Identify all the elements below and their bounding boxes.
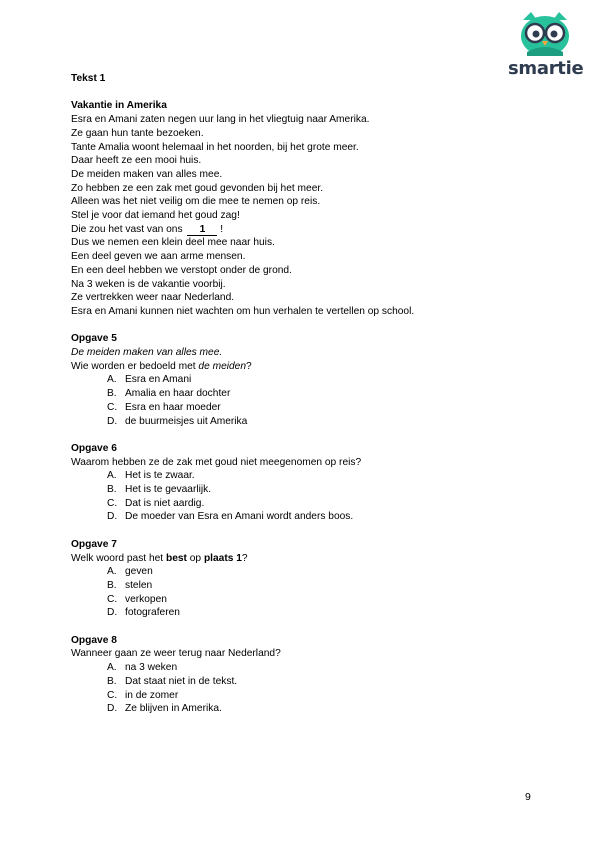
story-line: Stel je voor dat iemand het goud zag!: [71, 210, 240, 222]
q6-question: Waarom hebben ze de zak met goud niet meegenomen op reis?: [71, 456, 362, 468]
q7-label: Opgave 7: [71, 538, 117, 550]
story-line: Esra en Amani zaten negen uur lang in het vliegtuig naar Amerika.: [71, 114, 370, 126]
story-line: Esra en Amani kunnen niet wachten om hun verhalen te vertellen op school.: [71, 305, 415, 317]
q5-option-c[interactable]: C. Esra en haar moeder: [107, 401, 221, 413]
q8-option-b[interactable]: B. Dat staat niet in de tekst.: [107, 675, 238, 687]
story-line: En een deel hebben we verstopt onder de grond.: [71, 264, 292, 276]
q6-option-c[interactable]: C. Dat is niet aardig.: [107, 497, 205, 509]
q5-option-a[interactable]: A. Esra en Amani: [107, 374, 192, 386]
q6-option-d[interactable]: D. De moeder van Esra en Amani wordt anders boos.: [107, 511, 354, 523]
blank-line-after: !: [220, 223, 224, 235]
worksheet: [71, 72, 541, 716]
story-line: Dus we nemen een klein deel mee naar huis.: [71, 237, 275, 249]
q6-option-b[interactable]: B. Het is te gevaarlijk.: [107, 484, 212, 496]
blank-line-before: Die zou het vast van ons: [71, 223, 183, 235]
q5-question: Wie worden er bedoeld met de meiden?: [71, 360, 252, 372]
q7-option-b[interactable]: B. stelen: [107, 579, 153, 591]
q8-option-c[interactable]: C. in de zomer: [107, 689, 179, 701]
blank-1: 1: [187, 224, 217, 236]
q8-option-d[interactable]: D. Ze blijven in Amerika.: [107, 703, 222, 715]
q8-question: Wanneer gaan ze weer terug naar Nederland?: [71, 648, 281, 660]
q7-option-a[interactable]: A. geven: [107, 566, 153, 578]
story-line: De meiden maken van alles mee.: [71, 168, 223, 180]
q8-label: Opgave 8: [71, 634, 117, 646]
q5-quote: De meiden maken van alles mee.: [71, 347, 223, 359]
story-line: Een deel geven we aan arme mensen.: [71, 251, 246, 263]
story-line-with-blank: [71, 223, 541, 237]
story-line: Ze gaan hun tante bezoeken.: [71, 127, 204, 139]
q6-label: Opgave 6: [71, 442, 117, 454]
owl-icon: [517, 12, 573, 56]
story-line: Daar heeft ze een mooi huis.: [71, 155, 202, 167]
logo-wordmark: smartie: [508, 58, 584, 79]
story-line: Zo hebben ze een zak met goud gevonden bij het meer.: [71, 182, 324, 194]
story-line: Ze vertrekken weer naar Nederland.: [71, 292, 235, 304]
q7-question: Welk woord past het best op plaats 1?: [71, 552, 248, 564]
story-line: Alleen was het niet veilig om die mee te nemen op reis.: [71, 196, 321, 208]
q7-option-c[interactable]: C. verkopen: [107, 593, 167, 605]
story-line: Na 3 weken is de vakantie voorbij.: [71, 278, 226, 290]
story-title: Vakantie in Amerika: [71, 100, 167, 112]
q8-option-a[interactable]: A. na 3 weken: [107, 662, 178, 674]
q5-label: Opgave 5: [71, 333, 117, 345]
q7-option-d[interactable]: D. fotograferen: [107, 607, 180, 619]
q6-option-a[interactable]: A. Het is te zwaar.: [107, 470, 195, 482]
text-label: Tekst 1: [71, 73, 106, 84]
q5-option-d[interactable]: D. de buurmeisjes uit Amerika: [107, 415, 248, 427]
story-line: Tante Amalia woont helemaal in het noorden, bij het grote meer.: [71, 141, 359, 153]
q5-option-b[interactable]: B. Amalia en haar dochter: [107, 388, 231, 400]
page-number: 9: [525, 791, 531, 803]
